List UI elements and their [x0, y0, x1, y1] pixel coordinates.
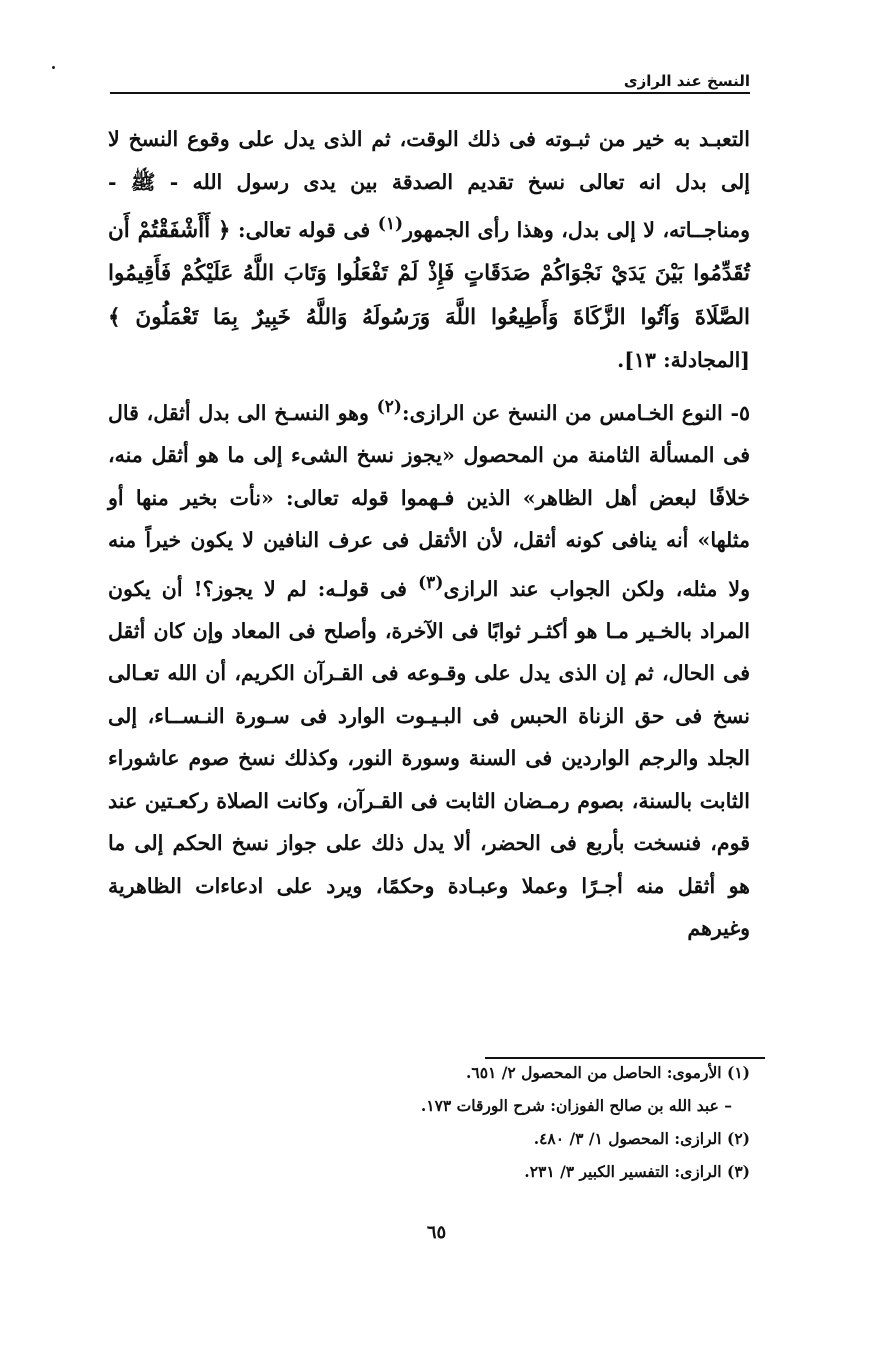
footnotes	[108, 1056, 750, 1188]
para1-text-a: التعبـد به خير من ثبـوته فى ذلك الوقت، ثم الذى يدل على وقوع النسخ لا إلى بدل انه تعالى نسخ تقديم الصدقة بين يدى رسول الله - ﷺ - ومناجــاته، لا إلى بدل، وهذا رأى الجمهور	[108, 127, 751, 242]
paragraph-2	[108, 386, 750, 950]
running-header	[110, 72, 750, 98]
footnote-mark-2: (٢)	[376, 396, 403, 417]
footnote-2: (٢) الرازى: المحصول ١/ ٣/ ٤٨٠.	[533, 1129, 750, 1148]
footnote-1: (١) الأرموى: الحاصل من المحصول ٢/ ٦٥١.	[465, 1063, 750, 1082]
main-text	[108, 118, 750, 950]
paragraph-1	[108, 118, 750, 382]
page-number: ٦٥	[426, 1222, 447, 1243]
para2-text-c: فى قولـه: لم لا يجوز؟! أن يكون المراد بالخـير مـا هو أكثـر ثوابًا فى الآخرة، وأصلح فى المعاد وإن كان أثقل فى الحال، ثم إن الذى يدل على وقـوعه فى القـرآن الكريم، أن الله تعـالى نسخ فى حق الزناة الحبس فى البـيـوت الوارد فى سـورة النـســاء، إلى الجلد والرجم الواردين فى السنة وسورة النور، وكذلك نسخ صوم عاشوراء الثابت بالسنة، بصوم رمـضان الثابت فى القـرآن، وكانت الصلاة ركعـتين عند قوم، فنسخت بأربع فى الحضر، ألا يدل ذلك على جواز نسخ الحكم إلى ما هو أثقل منه أجـرًا وعملا وعبـادة وحكمًا، ويرد على ادعاءات الظاهرية وغيرهم	[108, 576, 750, 941]
running-title: النسخ عند الرازى	[618, 72, 750, 90]
header-rule	[110, 92, 750, 94]
scan-speck	[52, 66, 55, 69]
footnote-mark-3: (٣)	[418, 572, 444, 593]
para2-text-a: ٥- النوع الخـامس من النسخ عن الرازى:	[402, 400, 750, 425]
footnote-mark-1: (١)	[377, 214, 404, 234]
quran-verse: ﴿ أَأَشْفَقْتُمْ أَن تُقَدِّمُوا بَيْنَ يَدَيْ نَجْوَاكُمْ صَدَقَاتٍ فَإِذْ لَمْ تَفْعَلُوا وَتَابَ اللَّهُ عَلَيْكُمْ فَأَقِيمُوا الصَّلَاةَ وَآتُوا الزَّكَاةَ وَأَطِيعُوا اللَّهَ وَرَسُولَهُ وَاللَّهُ خَبِيرٌ بِمَا تَعْمَلُونَ ﴾	[108, 217, 750, 330]
quran-reference: [المجادلة: ١٣].	[617, 348, 750, 373]
para1-text-b: فى قوله تعالى:	[230, 217, 378, 242]
footnote-3: (٣) الرازى: التفسير الكبير ٣/ ٢٣١.	[524, 1162, 750, 1181]
para2-text-b: وهو النسـخ الى بدل أثقل، قال فى المسألة الثامنة من المحصول «يجوز نسخ الشىء إلى ما هو أثقل منه، خلافًا لبعض أهل الظاهر» الذين فـهموا قوله تعالى: «نأت بخير منها أو مثلها» أنه ينافى كونه أثقل، لأن الأثقل فى عرف النافين لا يكون خيراً منه ولا مثله، ولكن الجواب عند الرازى	[108, 400, 750, 601]
footnote-1-continuation: – عبد الله بن صالح الفوزان: شرح الورقات ١٧٣.	[420, 1096, 732, 1115]
